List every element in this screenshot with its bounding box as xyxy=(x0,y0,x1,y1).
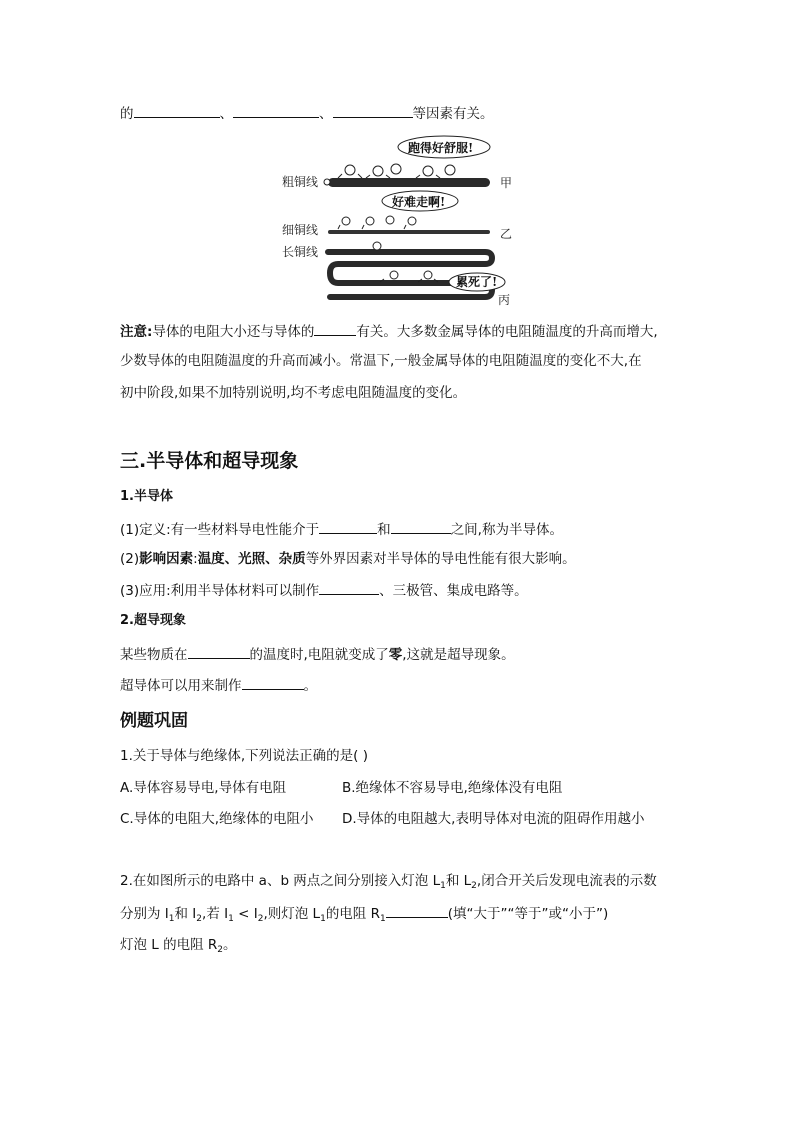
q2-text-2d: < I xyxy=(233,906,258,922)
note-line-3: 初中阶段,如果不加特别说明,均不考虑电阻随温度的变化。 xyxy=(120,385,467,401)
def-and: 和 xyxy=(377,522,391,538)
use-suffix: 。 xyxy=(303,678,317,694)
note-line-2: 少数导体的电阻随温度的升高而减小。常温下,一般金属导体的电阻随温度的变化不大,在 xyxy=(120,353,642,369)
q2-text-1c: ,闭合开关后发现电流表的示数 xyxy=(476,873,657,889)
q2-sub-1: 1 xyxy=(440,881,446,891)
intro-sep-1: 、 xyxy=(219,106,233,122)
superconductor-use xyxy=(120,675,317,696)
super-mid: 的温度时,电阻就变成了 xyxy=(249,647,389,663)
copper-wire-figure xyxy=(280,134,520,310)
app-suffix: 、三极管、集成电路等。 xyxy=(379,583,528,599)
intro-line xyxy=(120,103,494,124)
label-long-wire: 长铜线 xyxy=(282,245,319,259)
intro-prefix: 的 xyxy=(120,106,134,122)
bubble-2-text: 好难走啊! xyxy=(392,195,446,209)
q2-text-3a: 灯泡 L 的电阻 R xyxy=(120,937,218,953)
blank-def-1[interactable] xyxy=(319,519,377,534)
factor-suffix: 等外界因素对半导体的导电性能有很大影响。 xyxy=(305,551,576,567)
label-thin-wire: 细铜线 xyxy=(282,223,319,237)
semiconductor-application xyxy=(120,580,528,601)
factor-label: 影响因素 xyxy=(139,551,194,567)
blank-super[interactable] xyxy=(188,644,250,659)
blank-def-2[interactable] xyxy=(391,519,451,534)
subsection-2-title: 2.超导现象 xyxy=(120,613,186,628)
label-thick-wire: 粗铜线 xyxy=(282,175,319,189)
label-jia: 甲 xyxy=(500,176,513,190)
q2-sub-4: 2 xyxy=(196,914,203,924)
intro-sep-2: 、 xyxy=(319,106,333,122)
q1-option-a[interactable]: A.导体容易导电,导体有电阻 xyxy=(120,780,287,796)
q2-text-3b: 。 xyxy=(223,937,237,953)
q2-text-2f: 的电阻 R xyxy=(325,906,380,922)
bubble-1-text: 跑得好舒服! xyxy=(408,141,474,155)
super-zero: 零 xyxy=(388,647,403,663)
label-yi: 乙 xyxy=(500,227,513,241)
def-suffix: 之间,称为半导体。 xyxy=(450,522,563,538)
app-prefix: (3)应用:利用半导体材料可以制作 xyxy=(120,583,320,599)
note-line1-a: 导体的电阻大小还与导体的 xyxy=(152,324,315,340)
q2-text-1a: 2.在如图所示的电路中 a、b 两点之间分别接入灯泡 L xyxy=(120,873,441,889)
note-line1-b: 有关。大多数金属导体的电阻随温度的升高而增大, xyxy=(356,324,658,340)
question-2-line-1 xyxy=(120,871,657,891)
bubble-3-text: 累死了! xyxy=(456,275,498,289)
question-2-line-3 xyxy=(120,935,237,955)
examples-title: 例题巩固 xyxy=(120,711,188,731)
q2-sub-9: 2 xyxy=(217,945,224,955)
q2-sub-3: 1 xyxy=(168,914,175,924)
q2-text-2e: ,则灯泡 L xyxy=(263,906,321,922)
super-prefix: 某些物质在 xyxy=(120,647,188,663)
factor-colon: : xyxy=(193,551,198,567)
q2-text-2c: ,若 I xyxy=(202,906,229,922)
q1-option-d[interactable]: D.导体的电阻越大,表明导体对电流的阻碍作用越小 xyxy=(342,811,645,827)
wire-start-dot xyxy=(324,179,330,185)
note-line-1 xyxy=(120,321,658,342)
question-2-line-2 xyxy=(120,903,608,924)
blank-3[interactable] xyxy=(333,103,413,118)
superconductor-definition xyxy=(120,644,515,665)
q1-option-b[interactable]: B.绝缘体不容易导电,绝缘体没有电阻 xyxy=(342,780,563,796)
label-bing: 丙 xyxy=(498,293,511,307)
note-label: 注意 xyxy=(120,324,147,340)
blank-note[interactable] xyxy=(314,321,356,336)
q2-text-2a: 分别为 I xyxy=(120,906,169,922)
blank-app[interactable] xyxy=(319,580,379,595)
q2-sub-6: 2 xyxy=(257,914,264,924)
q2-text-2g: (填“大于”“等于”或“小于”) xyxy=(447,906,609,922)
blank-use[interactable] xyxy=(242,675,304,690)
def-prefix: (1)定义:有一些材料导电性能介于 xyxy=(120,522,320,538)
q2-sub-5: 1 xyxy=(228,914,234,924)
q2-sub-8: 1 xyxy=(379,914,386,924)
note-colon: : xyxy=(147,324,153,340)
semiconductor-factors xyxy=(120,549,576,569)
q2-text-1b: 和 L xyxy=(445,873,472,889)
factor-prefix: (2) xyxy=(120,551,140,567)
use-prefix: 超导体可以用来制作 xyxy=(120,678,242,694)
super-suffix: ,这就是超导现象。 xyxy=(402,647,515,663)
subsection-1-title: 1.半导体 xyxy=(120,489,173,504)
q2-sub-2: 2 xyxy=(471,881,477,891)
section-3-title: 三.半导体和超导现象 xyxy=(120,450,299,472)
blank-q2[interactable] xyxy=(386,903,448,918)
blank-2[interactable] xyxy=(233,103,319,118)
thick-wire xyxy=(328,178,490,187)
semiconductor-definition xyxy=(120,519,563,540)
q2-text-2b: 和 I xyxy=(174,906,197,922)
question-1: 1.关于导体与绝缘体,下列说法正确的是( ) xyxy=(120,748,368,764)
thin-wire xyxy=(328,230,490,234)
q1-option-c[interactable]: C.导体的电阻大,绝缘体的电阻小 xyxy=(120,811,314,827)
blank-1[interactable] xyxy=(134,103,220,118)
intro-suffix: 等因素有关。 xyxy=(412,106,494,122)
q2-sub-7: 1 xyxy=(320,914,326,924)
factor-items: 温度、光照、杂质 xyxy=(197,551,306,567)
